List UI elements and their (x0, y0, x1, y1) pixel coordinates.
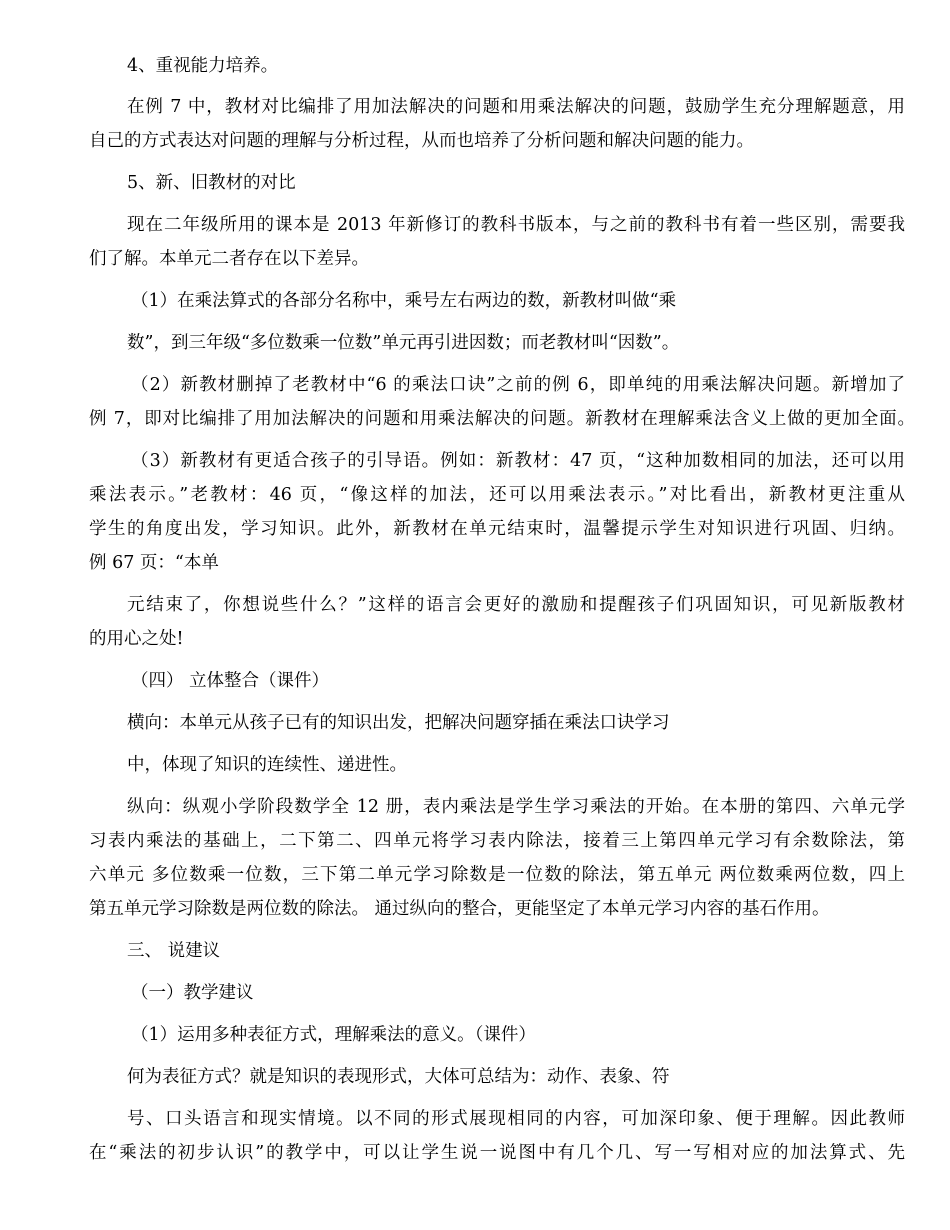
heading-suggestions: 三、 说建议 (127, 941, 221, 961)
paragraph-line: 中，体现了知识的连续性、递进性。 (127, 755, 407, 775)
heading-integration: （四） 立体整合（课件） (131, 671, 330, 691)
heading-teaching-suggestions: （一）教学建议 (131, 983, 254, 1003)
paragraph-line: 现在二年级所用的课本是 2013 年新修订的教科书版本，与之前的教科书有着一些区别，需要我 (127, 215, 905, 235)
paragraph-line: 习表内乘法的基础上，二下第二、四单元将学习表内除法，接着三上第四单元学习有余数除法，第 (89, 831, 905, 851)
paragraph-line: 例 7，即对比编排了用加法解决的问题和用乘法解决的问题。新教材在理解乘法含义上做的更加全面。 (89, 409, 915, 429)
paragraph-line: 的用心之处! (89, 629, 184, 649)
paragraph-line: 元结束了，你想说些什么？”这样的语言会更好的激励和提醒孩子们巩固知识，可见新版教材 (127, 595, 905, 615)
heading-ability-training: 4、重视能力培养。 (127, 56, 279, 76)
heading-textbook-comparison: 5、新、旧教材的对比 (127, 173, 296, 193)
paragraph-line: 学生的角度出发，学习知识。此外，新教材在单元结束时，温馨提示学生对知识进行巩固、归纳。 (89, 519, 905, 539)
paragraph-line: 自己的方式表达对问题的理解与分析过程，从而也培养了分析问题和解决问题的能力。 (89, 131, 754, 151)
paragraph-line: （2）新教材删掉了老教材中“6 的乘法口诀”之前的例 6，即单纯的用乘法解决问题。新增加了 (131, 375, 905, 395)
paragraph-line: （1）在乘法算式的各部分名称中，乘号左右两边的数，新教材叫做“乘 (131, 291, 677, 311)
paragraph-line: 号、口头语言和现实情境。以不同的形式展现相同的内容，可加深印象、便于理解。因此教师 (127, 1109, 905, 1129)
paragraph-line: 横向：本单元从孩子已有的知识出发，把解决问题穿插在乘法口诀学习 (127, 713, 670, 733)
paragraph-line: 乘法表示。”老教材：46 页，“像这样的加法，还可以用乘法表示。”对比看出，新教材更注重从 (89, 485, 905, 505)
paragraph-line: 在例 7 中，教材对比编排了用加法解决的问题和用乘法解决的问题，鼓励学生充分理解题意，用 (127, 97, 905, 117)
paragraph-line: 第五单元学习除数是两位数的除法。 通过纵向的整合，更能坚定了本单元学习内容的基石作用。 (89, 899, 830, 919)
paragraph-line: 们了解。本单元二者存在以下差异。 (89, 249, 369, 269)
heading-representation: （1）运用多种表征方式，理解乘法的意义。（课件） (131, 1025, 536, 1045)
paragraph-line: 例 67 页：“本单 (89, 553, 219, 573)
paragraph-line: 何为表征方式？就是知识的表现形式，大体可总结为：动作、表象、符 (127, 1067, 670, 1087)
paragraph-line: 纵向：纵观小学阶段数学全 12 册，表内乘法是学生学习乘法的开始。在本册的第四、六单元学 (127, 797, 905, 817)
paragraph-line: 六单元 多位数乘一位数，三下第二单元学习除数是一位数的除法，第五单元 两位数乘两位数，四上 (89, 865, 905, 885)
paragraph-line: （3）新教材有更适合孩子的引导语。例如：新教材：47 页，“这种加数相同的加法，还可以用 (131, 451, 905, 471)
paragraph-line: 在“乘法的初步认识”的教学中，可以让学生说一说图中有几个几、写一写相对应的加法算式、先 (89, 1143, 905, 1163)
paragraph-line: 数”，到三年级“多位数乘一位数”单元再引进因数；而老教材叫“因数”。 (127, 333, 680, 353)
